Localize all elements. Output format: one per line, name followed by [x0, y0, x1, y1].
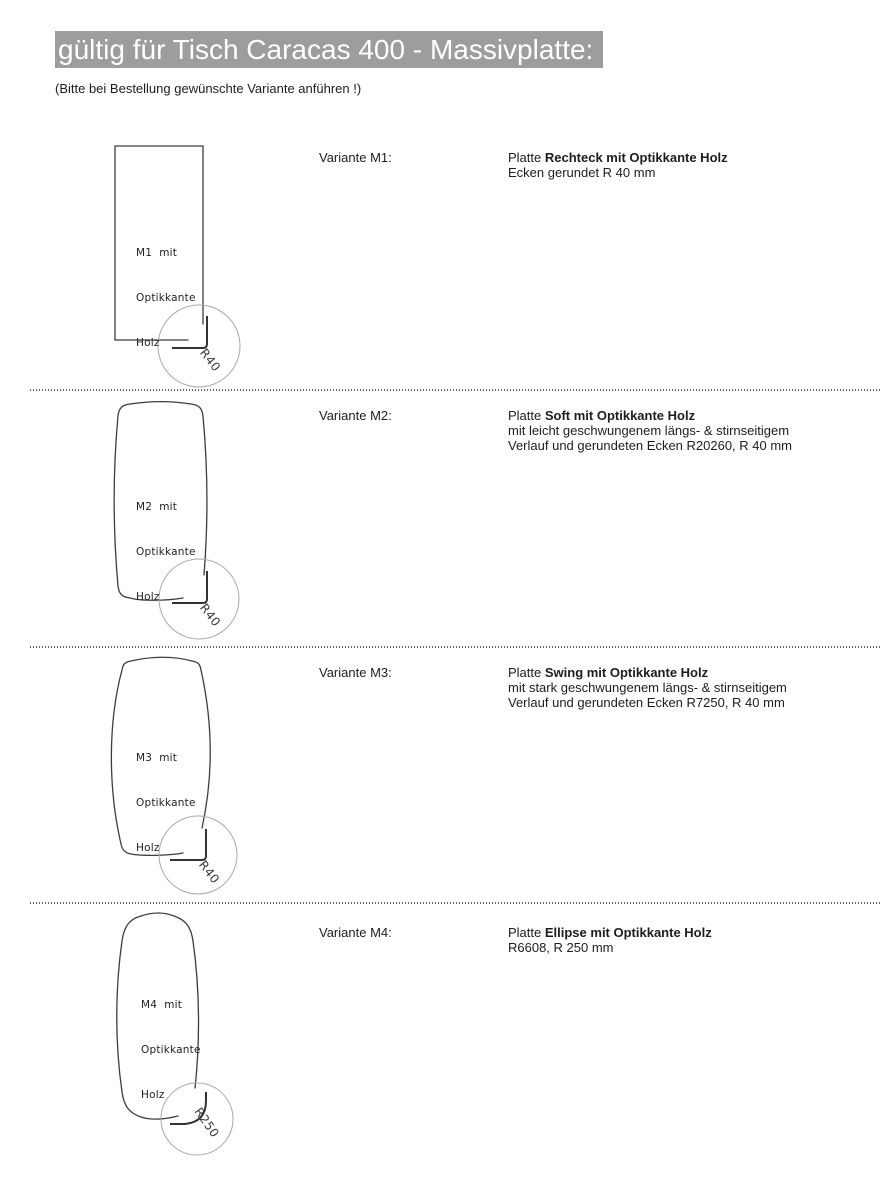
variant-label-m2: Variante M2: — [319, 408, 392, 423]
section-divider — [30, 646, 882, 648]
description-line: Verlauf und gerundeten Ecken R7250, R 40 mm — [508, 695, 785, 710]
description-prefix: Platte — [508, 925, 545, 940]
radius-callout-m4: R250 — [191, 1105, 223, 1141]
variant-label-m4: Variante M4: — [319, 925, 392, 940]
description-line — [508, 925, 712, 940]
drawing-label-m4 — [141, 968, 201, 1133]
description-prefix: Platte — [508, 408, 545, 423]
drawing-label-line: Holz — [136, 337, 160, 349]
description-line — [508, 408, 792, 423]
radius-callout-m2: R40 — [196, 601, 224, 630]
drawing-label-line: Holz — [141, 1089, 165, 1101]
drawing-label-line: Holz — [136, 591, 160, 603]
description-bold: Swing mit Optikkante Holz — [544, 665, 709, 680]
radius-callout-m3: R40 — [195, 858, 223, 887]
drawing-label-m1 — [136, 216, 196, 381]
page-subtitle: (Bitte bei Bestellung gewünschte Variante anführen !) — [55, 81, 362, 96]
variant-label-m1: Variante M1: — [319, 150, 392, 165]
description-line: Verlauf und gerundeten Ecken R20260, R 40 mm — [508, 438, 793, 453]
description-prefix: Platte — [508, 665, 545, 680]
variant-label-m3: Variante M3: — [319, 665, 392, 680]
drawing-label-line: Optikkante — [141, 1044, 201, 1056]
description-prefix: Platte — [508, 150, 545, 165]
drawing-label-line: M3 mit — [136, 752, 178, 764]
drawing-label-m2 — [136, 470, 196, 635]
drawing-label-line: M4 mit — [141, 999, 183, 1011]
drawing-label-line: Optikkante — [136, 292, 196, 304]
description-line — [508, 665, 787, 680]
section-divider — [30, 389, 882, 391]
variant-description-m2 — [508, 408, 792, 453]
section-divider — [30, 902, 882, 904]
variant-description-m1 — [508, 150, 728, 180]
page-title: gültig für Tisch Caracas 400 - Massivplatte: — [55, 31, 603, 68]
description-line: mit stark geschwungenem längs- & stirnseitigem — [508, 680, 787, 695]
drawing-label-line: Optikkante — [136, 797, 196, 809]
description-bold: Soft mit Optikkante Holz — [544, 408, 696, 423]
variant-description-m3 — [508, 665, 787, 710]
description-bold: Ellipse mit Optikkante Holz — [544, 925, 712, 940]
variant-description-m4 — [508, 925, 712, 955]
drawing-label-line: M1 mit — [136, 247, 178, 259]
description-bold: Rechteck mit Optikkante Holz — [544, 150, 728, 165]
drawing-label-line: Optikkante — [136, 546, 196, 558]
drawing-label-m3 — [136, 721, 196, 886]
drawing-label-line: Holz — [136, 842, 160, 854]
drawing-label-line: M2 mit — [136, 501, 178, 513]
description-line — [508, 150, 728, 165]
description-line: R6608, R 250 mm — [508, 940, 614, 955]
description-line: mit leicht geschwungenem längs- & stirnseitigem — [508, 423, 790, 438]
description-line: Ecken gerundet R 40 mm — [508, 165, 656, 180]
radius-callout-m1: R40 — [196, 346, 224, 375]
